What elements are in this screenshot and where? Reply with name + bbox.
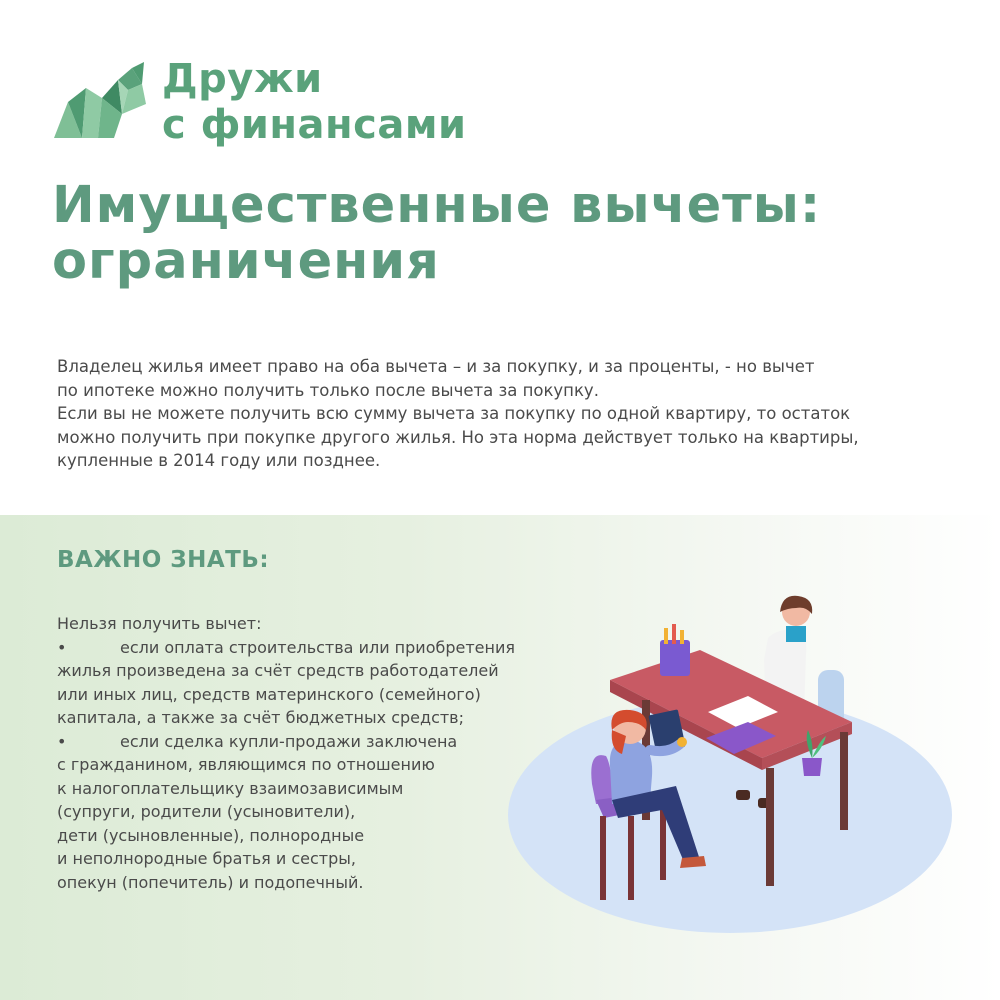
intro-text (57, 355, 962, 473)
intro-line: купленные в 2014 году или позднее. (57, 451, 381, 470)
list-item-line: опекун (попечитель) и подопечный. (57, 872, 364, 892)
brand-name (162, 56, 467, 148)
list-item (57, 730, 577, 895)
intro-line: Если вы не можете получить всю сумму вычета за покупку по одной квартиру, то остаток (57, 404, 851, 423)
list-item-line: жилья произведена за счёт средств работодателей (57, 661, 499, 680)
list-item-line: дети (усыновленные), полнородные (57, 825, 365, 845)
list-item-line: к налогоплательщику взаимозависимым (57, 778, 404, 798)
restrictions-list (57, 612, 577, 894)
intro-line: можно получить при покупке другого жилья. Но эта норма действует только на квартиры, (57, 427, 859, 447)
page-title (52, 178, 992, 290)
title-line-1: Имущественные вычеты: (52, 176, 822, 235)
important-heading: ВАЖНО ЗНАТЬ: (57, 547, 270, 573)
list-item-text: если сделка купли-продажи заключена (120, 731, 458, 751)
bullet: • (57, 731, 67, 751)
consultation-illustration (500, 590, 960, 935)
restrictions-items (57, 636, 577, 895)
list-item-line (57, 730, 577, 754)
brand-line-2: с финансами (162, 102, 467, 148)
list-item-line: и неполнородные братья и сестры, (57, 849, 356, 868)
list-item-line: капитала, а также за счёт бюджетных средств; (57, 708, 464, 727)
title-line-2: ограничения (52, 232, 440, 291)
list-item-line: с гражданином, являющимся по отношению (57, 755, 435, 774)
intro-line: Владелец жилья имеет право на оба вычета – и за покупку, и за проценты, - но вычет (57, 357, 815, 376)
bullet: • (57, 637, 67, 657)
list-item-line (57, 636, 577, 660)
list-item (57, 636, 577, 730)
brand-line-1: Дружи (162, 56, 323, 102)
restrictions-lead: Нельзя получить вычет: (57, 614, 262, 633)
intro-line: по ипотеке можно получить только после вычета за покупку. (57, 380, 599, 400)
list-item-line: или иных лиц, средств материнского (семейного) (57, 684, 481, 704)
list-item-line: (супруги, родители (усыновители), (57, 802, 356, 821)
logo-icon (52, 58, 148, 140)
list-item-text: если оплата строительства или приобретения (120, 637, 515, 657)
